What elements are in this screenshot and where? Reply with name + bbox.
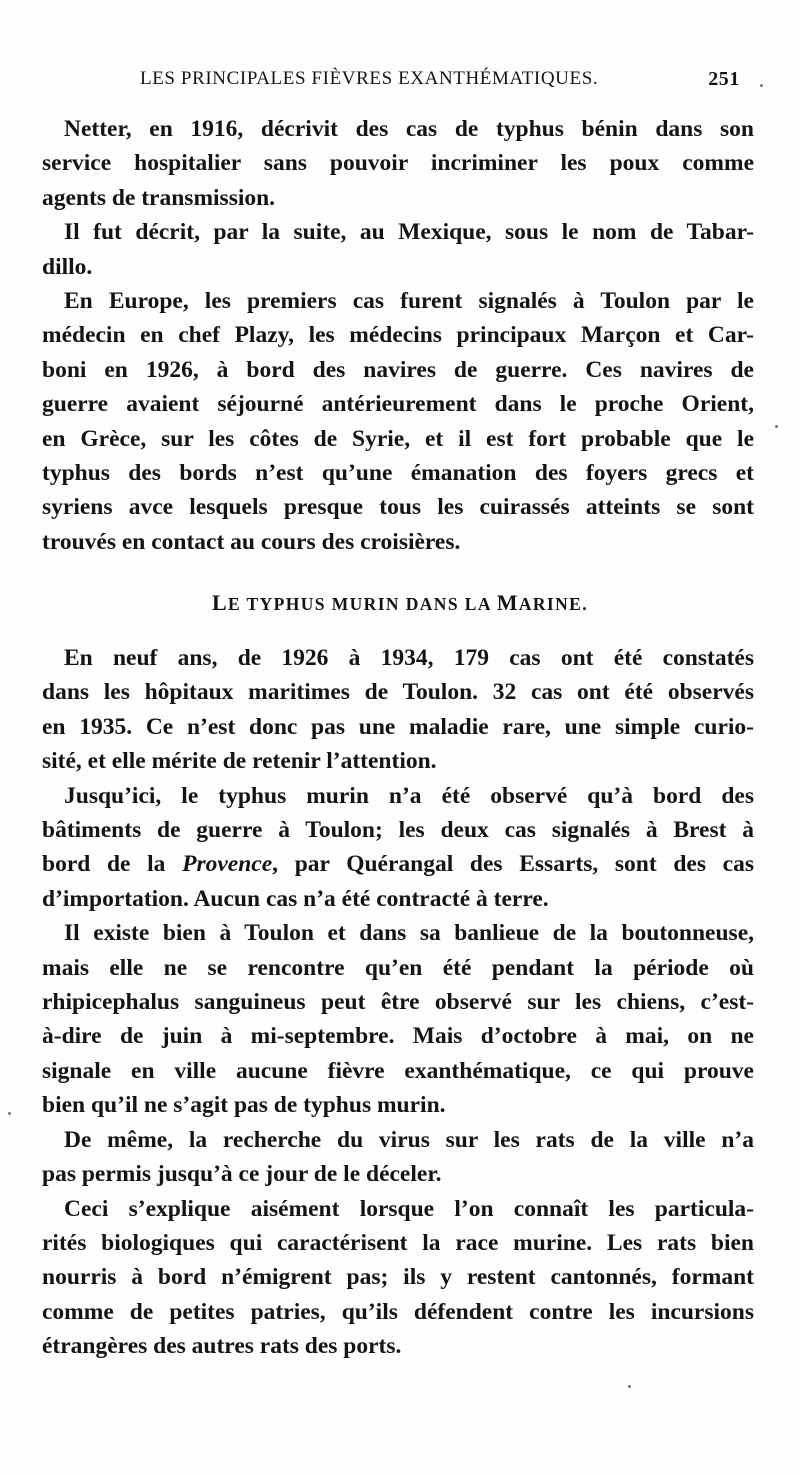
text-line: service hospitalier sans pouvoir incriminer les poux comme: [42, 150, 754, 177]
text-line: Ceci s’explique aisément lorsque l’on connaît les particula-: [64, 1195, 754, 1222]
text-line: De même, la recherche du virus sur les rats de la ville n’a: [64, 1126, 754, 1153]
running-title: LES PRINCIPALES FIÈVRES EXANTHÉMATIQUES.: [140, 68, 599, 89]
text-line: typhus des bords n’est qu’une émanation des foyers grecs et: [42, 460, 754, 487]
paper-speck: [760, 84, 763, 87]
text-line: bien qu’il ne s’agit pas de typhus murin.: [42, 1092, 446, 1119]
text-line: rhipicephalus sanguineus peut être observé sur les chiens, c’est-: [42, 989, 754, 1016]
text-line: syriens avce lesquels presque tous les cuirassés atteints se sont: [42, 494, 754, 521]
text-line: sité, et elle mérite de retenir l’attention.: [42, 748, 437, 775]
heading-smallcaps: ARINE.: [518, 594, 589, 614]
text-line: Il fut décrit, par la suite, au Mexique, sous le nom de Tabar-: [64, 219, 754, 246]
page-number: 251: [708, 68, 740, 90]
text-line: dillo.: [42, 253, 93, 280]
text-line: comme de petites patries, qu’ils défendent contre les incursions: [42, 1298, 754, 1325]
heading-capital: L: [211, 590, 229, 615]
text-line: Jusqu’ici, le typhus murin n’a été observé qu’à bord des: [64, 782, 754, 809]
text-line: agents de transmission.: [42, 184, 276, 211]
text-line: signale en ville aucune fièvre exanthématique, ce qui prouve: [42, 1057, 754, 1084]
text-line: En neuf ans, de 1926 à 1934, 179 cas ont été constatés: [64, 645, 754, 671]
text-line: en Grèce, sur les côtes de Syrie, et il est fort probable que le: [42, 425, 754, 452]
text-line-with-ship-name: bord de la Provence, par Quérangal des Essarts, sont des cas: [42, 851, 754, 878]
text-line: mais elle ne se rencontre qu’en été pendant la période où: [42, 954, 754, 981]
paragraph-block-2: [42, 641, 754, 1364]
paper-speck: [8, 1112, 11, 1115]
text-line: guerre avaient séjourné antérieurement dans le proche Orient,: [42, 391, 754, 418]
text-line: En Europe, les premiers cas furent signalés à Toulon par le: [64, 288, 754, 315]
paper-speck: [628, 1385, 631, 1388]
text-line: Il existe bien à Toulon et dans sa banlieue de la boutonneuse,: [64, 920, 754, 947]
text-line: en 1935. Ce n’est donc pas une maladie rare, une simple curio-: [42, 713, 754, 740]
text-line: rités biologiques qui caractérisent la race murine. Les rats bien: [42, 1229, 754, 1256]
text-line: bâtiments de guerre à Toulon; les deux cas signalés à Brest à: [42, 817, 754, 844]
text-line: à-dire de juin à mi-septembre. Mais d’octobre à mai, on ne: [42, 1023, 754, 1050]
text-line: trouvés en contact au cours des croisières.: [42, 528, 461, 555]
paragraph-block-1: [42, 112, 754, 559]
text-line: nourris à bord n’émigrent pas; ils y restent cantonnés, formant: [42, 1264, 754, 1291]
heading-smallcaps: E TYPHUS MURIN DANS LA: [228, 594, 497, 614]
paper-speck: [775, 425, 778, 428]
text-line: d’importation. Aucun cas n’a été contracté à terre.: [42, 885, 549, 912]
heading-capital: M: [496, 590, 519, 615]
text-line: dans les hôpitaux maritimes de Toulon. 32 cas ont été observés: [42, 679, 754, 706]
text-line: étrangères des autres rats des ports.: [42, 1333, 402, 1360]
text-line: boni en 1926, à bord des navires de guerre. Ces navires de: [42, 356, 754, 383]
running-head: [140, 62, 740, 102]
text-line: pas permis jusqu’à ce jour de le déceler.: [42, 1161, 442, 1188]
section-heading: [0, 590, 800, 616]
ship-name: Provence: [182, 851, 273, 878]
text-line: Netter, en 1916, décrivit des cas de typhus bénin dans son: [64, 116, 754, 142]
text-line: médecin en chef Plazy, les médecins principaux Marçon et Car-: [42, 322, 754, 349]
